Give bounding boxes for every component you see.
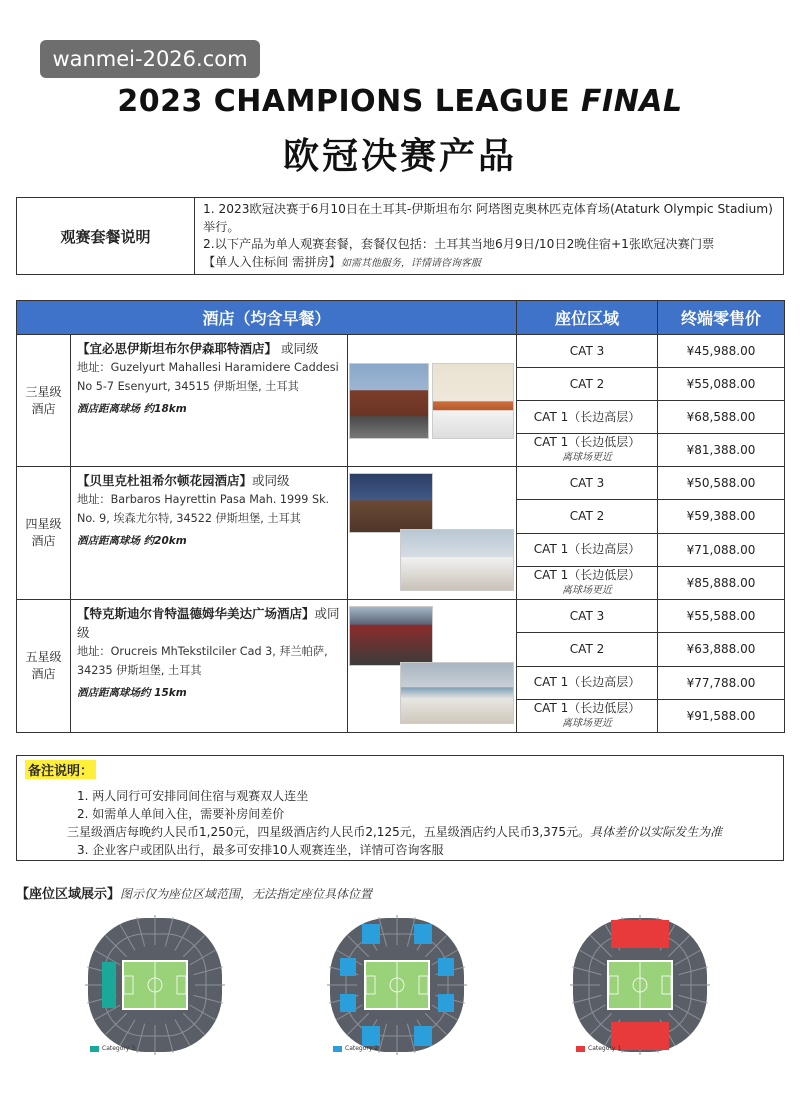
hotel-distance: 酒店距离球场 约18km — [77, 403, 187, 415]
table-row — [17, 600, 785, 633]
hotel-exterior-image — [349, 606, 433, 666]
seat-category: CAT 3 — [517, 600, 658, 633]
hotel-photos — [348, 467, 517, 600]
highlighted-seat-zone — [414, 1026, 432, 1046]
hotel-photos — [348, 600, 517, 733]
hotel-address: 地址：Orucreis MhTekstilciler Cad 3, 拜兰帕萨, 34235 伊斯坦堡, 土耳其 — [77, 645, 328, 677]
hotel-star-level: 五星级酒店 — [17, 600, 71, 733]
intro-line-2: 2.以下产品为单人观赛套餐，套餐仅包括：土耳其当地6月9日/10日2晚住宿+1张欧冠决赛门票 — [203, 237, 715, 251]
hotel-name: 【贝里克杜祖希尔顿花园酒店】或同级 — [77, 473, 290, 488]
retail-price: ¥91,588.00 — [658, 699, 785, 732]
seat-category: CAT 1（长边低层） 离球场更近 — [517, 434, 658, 467]
retail-price: ¥68,588.00 — [658, 401, 785, 434]
retail-price: ¥55,588.00 — [658, 600, 785, 633]
notes-title: 备注说明： — [25, 760, 96, 779]
highlighted-seat-zone — [414, 924, 432, 944]
hotel-star-level: 四星级酒店 — [17, 467, 71, 600]
legend-cat2: Category 2 — [333, 1045, 378, 1052]
retail-price: ¥63,888.00 — [658, 633, 785, 666]
seat-category: CAT 1（长边高层） — [517, 533, 658, 566]
note-3: 3. 企业客户或团队出行，最多可安排10人观赛连坐，详情可咨询客服 — [77, 843, 444, 857]
intro-line-1: 1. 2023欧冠决赛于6月10日在土耳其-伊斯坦布尔 阿塔图克奥林匹克体育场(Ataturk Olympic Stadium) 举行。 — [203, 202, 773, 234]
retail-price: ¥71,088.00 — [658, 533, 785, 566]
highlighted-seat-zone — [438, 958, 454, 976]
legend-swatch-cat1 — [576, 1046, 585, 1052]
note-1: 1. 两人同行可安排同间住宿与观赛双人连坐 — [77, 789, 309, 803]
notes-box — [16, 755, 784, 861]
price-table — [16, 300, 785, 733]
stadium-map-cat1 — [565, 910, 715, 1060]
intro-text — [195, 198, 783, 274]
seat-category: CAT 2 — [517, 500, 658, 533]
seat-category: CAT 3 — [517, 467, 658, 500]
retail-price: ¥55,088.00 — [658, 368, 785, 401]
legend-cat3: Category 3 — [90, 1045, 135, 1052]
hotel-info — [71, 467, 348, 600]
hotel-address: 地址：Guzelyurt Mahallesi Haramidere Caddesi No 5-7 Esenyurt, 34515 伊斯坦堡, 土耳其 — [77, 361, 339, 393]
highlighted-seat-zone — [340, 994, 356, 1012]
hotel-photos — [348, 335, 517, 467]
highlighted-seat-zone — [438, 994, 454, 1012]
legend-swatch-cat3 — [90, 1046, 99, 1052]
hotel-exterior-image — [349, 363, 429, 439]
page-title-en: 2023 CHAMPIONS LEAGUE FINAL — [117, 84, 683, 119]
page-title-cn: 欧冠决赛产品 — [282, 136, 517, 177]
retail-price: ¥77,788.00 — [658, 666, 785, 699]
hotel-info — [71, 600, 348, 733]
table-row — [17, 335, 785, 368]
retail-price: ¥59,388.00 — [658, 500, 785, 533]
seat-category: CAT 1（长边高层） — [517, 401, 658, 434]
package-intro — [16, 197, 784, 275]
watermark: wanmei-2026.com — [40, 40, 260, 78]
hotel-distance: 酒店距离球场 约20km — [77, 535, 187, 547]
note-2: 2. 如需单人单间入住，需要补房间差价 — [77, 807, 285, 821]
hotel-room-image — [432, 363, 514, 439]
hotel-star-level: 三星级酒店 — [17, 335, 71, 467]
retail-price: ¥81,388.00 — [658, 434, 785, 467]
hotel-info — [71, 335, 348, 467]
intro-label: 观赛套餐说明 — [17, 198, 195, 274]
hotel-address: 地址：Barbaros Hayrettin Pasa Mah. 1999 Sk. No. 9, 埃森尤尔特, 34522 伊斯坦堡, 土耳其 — [77, 493, 330, 525]
table-row — [17, 467, 785, 500]
highlighted-seat-zone — [362, 924, 380, 944]
hotel-distance: 酒店距离球场约 15km — [77, 687, 187, 699]
seat-category: CAT 1（长边高层） — [517, 666, 658, 699]
seat-category: CAT 2 — [517, 368, 658, 401]
retail-price: ¥45,988.00 — [658, 335, 785, 368]
hotel-name: 【特克斯迪尔肯特温德姆华美达广场酒店】或同级 — [77, 606, 340, 640]
highlighted-seat-zone — [362, 1026, 380, 1046]
retail-price: ¥85,888.00 — [658, 566, 785, 599]
hotel-exterior-image — [349, 473, 433, 533]
hotel-room-image — [400, 662, 514, 724]
legend-cat1: Category 1 — [576, 1045, 621, 1052]
hotel-name: 【宜必思伊斯坦布尔伊森耶特酒店】 或同级 — [77, 341, 319, 356]
header-hotel: 酒店（均含早餐） — [17, 301, 517, 335]
seat-category: CAT 3 — [517, 335, 658, 368]
seat-area-heading: 【座位区域展示】图示仅为座位区域范围，无法指定座位具体位置 — [16, 887, 373, 902]
highlighted-seat-zone — [611, 920, 669, 948]
retail-price: ¥50,588.00 — [658, 467, 785, 500]
header-price: 终端零售价 — [658, 301, 785, 335]
highlighted-seat-zone — [102, 962, 116, 1008]
seat-category: CAT 2 — [517, 633, 658, 666]
seat-category: CAT 1（长边低层） 离球场更近 — [517, 566, 658, 599]
seat-category: CAT 1（长边低层） 离球场更近 — [517, 699, 658, 732]
stadium-map-cat2 — [322, 910, 472, 1060]
note-2-detail: 三星级酒店每晚约人民币1,250元，四星级酒店约人民币2,125元，五星级酒店约人民币3,375元。具体差价以实际发生为准 — [67, 825, 723, 839]
hotel-room-image — [400, 529, 514, 591]
highlighted-seat-zone — [340, 958, 356, 976]
intro-line-3: 【单人入住标间 需拼房】如需其他服务，详情请咨询客服 — [203, 254, 481, 269]
header-seat: 座位区域 — [517, 301, 658, 335]
legend-swatch-cat2 — [333, 1046, 342, 1052]
stadium-map-cat3 — [80, 910, 230, 1060]
